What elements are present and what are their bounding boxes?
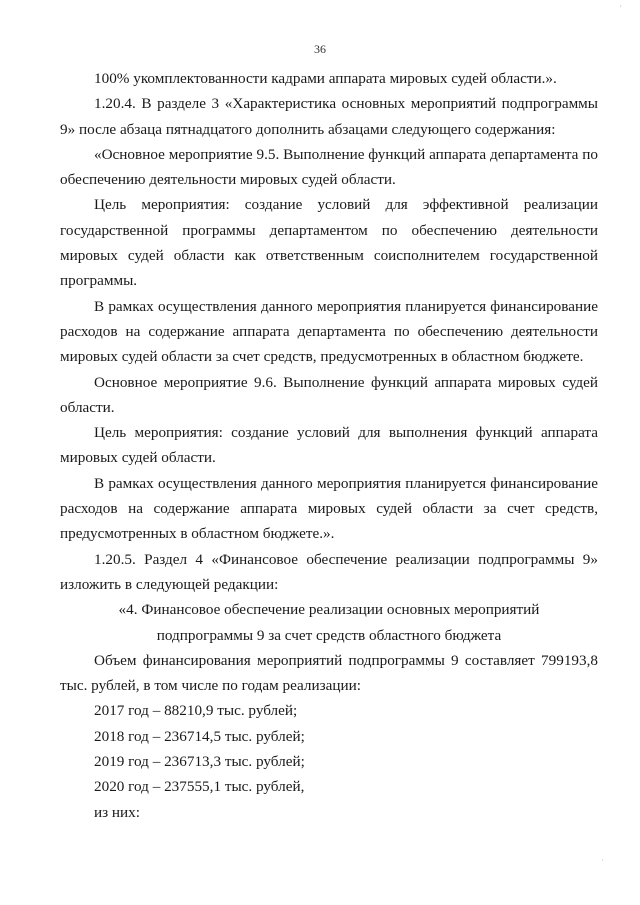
paragraph-1-20-4: 1.20.4. В разделе 3 «Характеристика основных мероприятий подпрограммы 9» после абзаца пятнадцатого дополнить абзацами следующего содержания:: [60, 95, 598, 138]
paragraph-1-20-5: 1.20.5. Раздел 4 «Финансовое обеспечение реализации подпрограммы 9» изложить в следующей редакции:: [60, 550, 598, 593]
section-heading-line-2: подпрограммы 9 за счет средств областного бюджета: [156, 626, 502, 644]
section-heading-line-1: «4. Финансовое обеспечение реализации основных мероприятий: [118, 601, 540, 619]
paragraph-continuation: 100% укомплектованности кадрами аппарата мировых судей области.».: [94, 70, 557, 87]
paragraph-goal-9-6: Цель мероприятия: создание условий для выполнения функций аппарата мировых судей области.: [60, 424, 598, 467]
scan-mark: ·: [619, 2, 622, 11]
paragraph-goal-9-5: Цель мероприятия: создание условий для эффективной реализации государственной программы департаментом по обеспечению деятельности мировых судей области как ответственным соисполнителем государственной программы.: [60, 196, 598, 290]
scan-mark-bottom: ·: [601, 856, 604, 865]
paragraph-financing-9-5: В рамках осуществления данного мероприятия планируется финансирование расходов на содержание аппарата департамента по обеспечению деятельности мировых судей области за счет средств, предусмотренных в областном бюджете.: [60, 297, 598, 366]
closing-line: из них:: [94, 803, 140, 821]
year-line-2018: 2018 год – 236714,5 тыс. рублей;: [94, 727, 305, 745]
page-number: 36: [314, 42, 326, 56]
year-line-2017: 2017 год – 88210,9 тыс. рублей;: [94, 702, 298, 720]
paragraph-measure-9-6: Основное мероприятие 9.6. Выполнение функций аппарата мировых судей области.: [60, 373, 598, 416]
funding-paragraph: Объем финансирования мероприятий подпрограммы 9 составляет 799193,8 тыс. рублей, в том числе по годам реализации:: [60, 651, 598, 695]
year-line-2020: 2020 год – 237555,1 тыс. рублей,: [94, 778, 305, 796]
document-body: [60, 66, 598, 825]
paragraph-financing-9-6: В рамках осуществления данного мероприятия планируется финансирование расходов на содержание аппарата мировых судей области за счет средств, предусмотренных в областном бюджете.».: [60, 474, 598, 543]
paragraph-measure-9-5: «Основное мероприятие 9.5. Выполнение функций аппарата департамента по обеспечению деятельности мировых судей области.: [60, 145, 598, 189]
year-line-2019: 2019 год – 236713,3 тыс. рублей;: [94, 753, 305, 771]
